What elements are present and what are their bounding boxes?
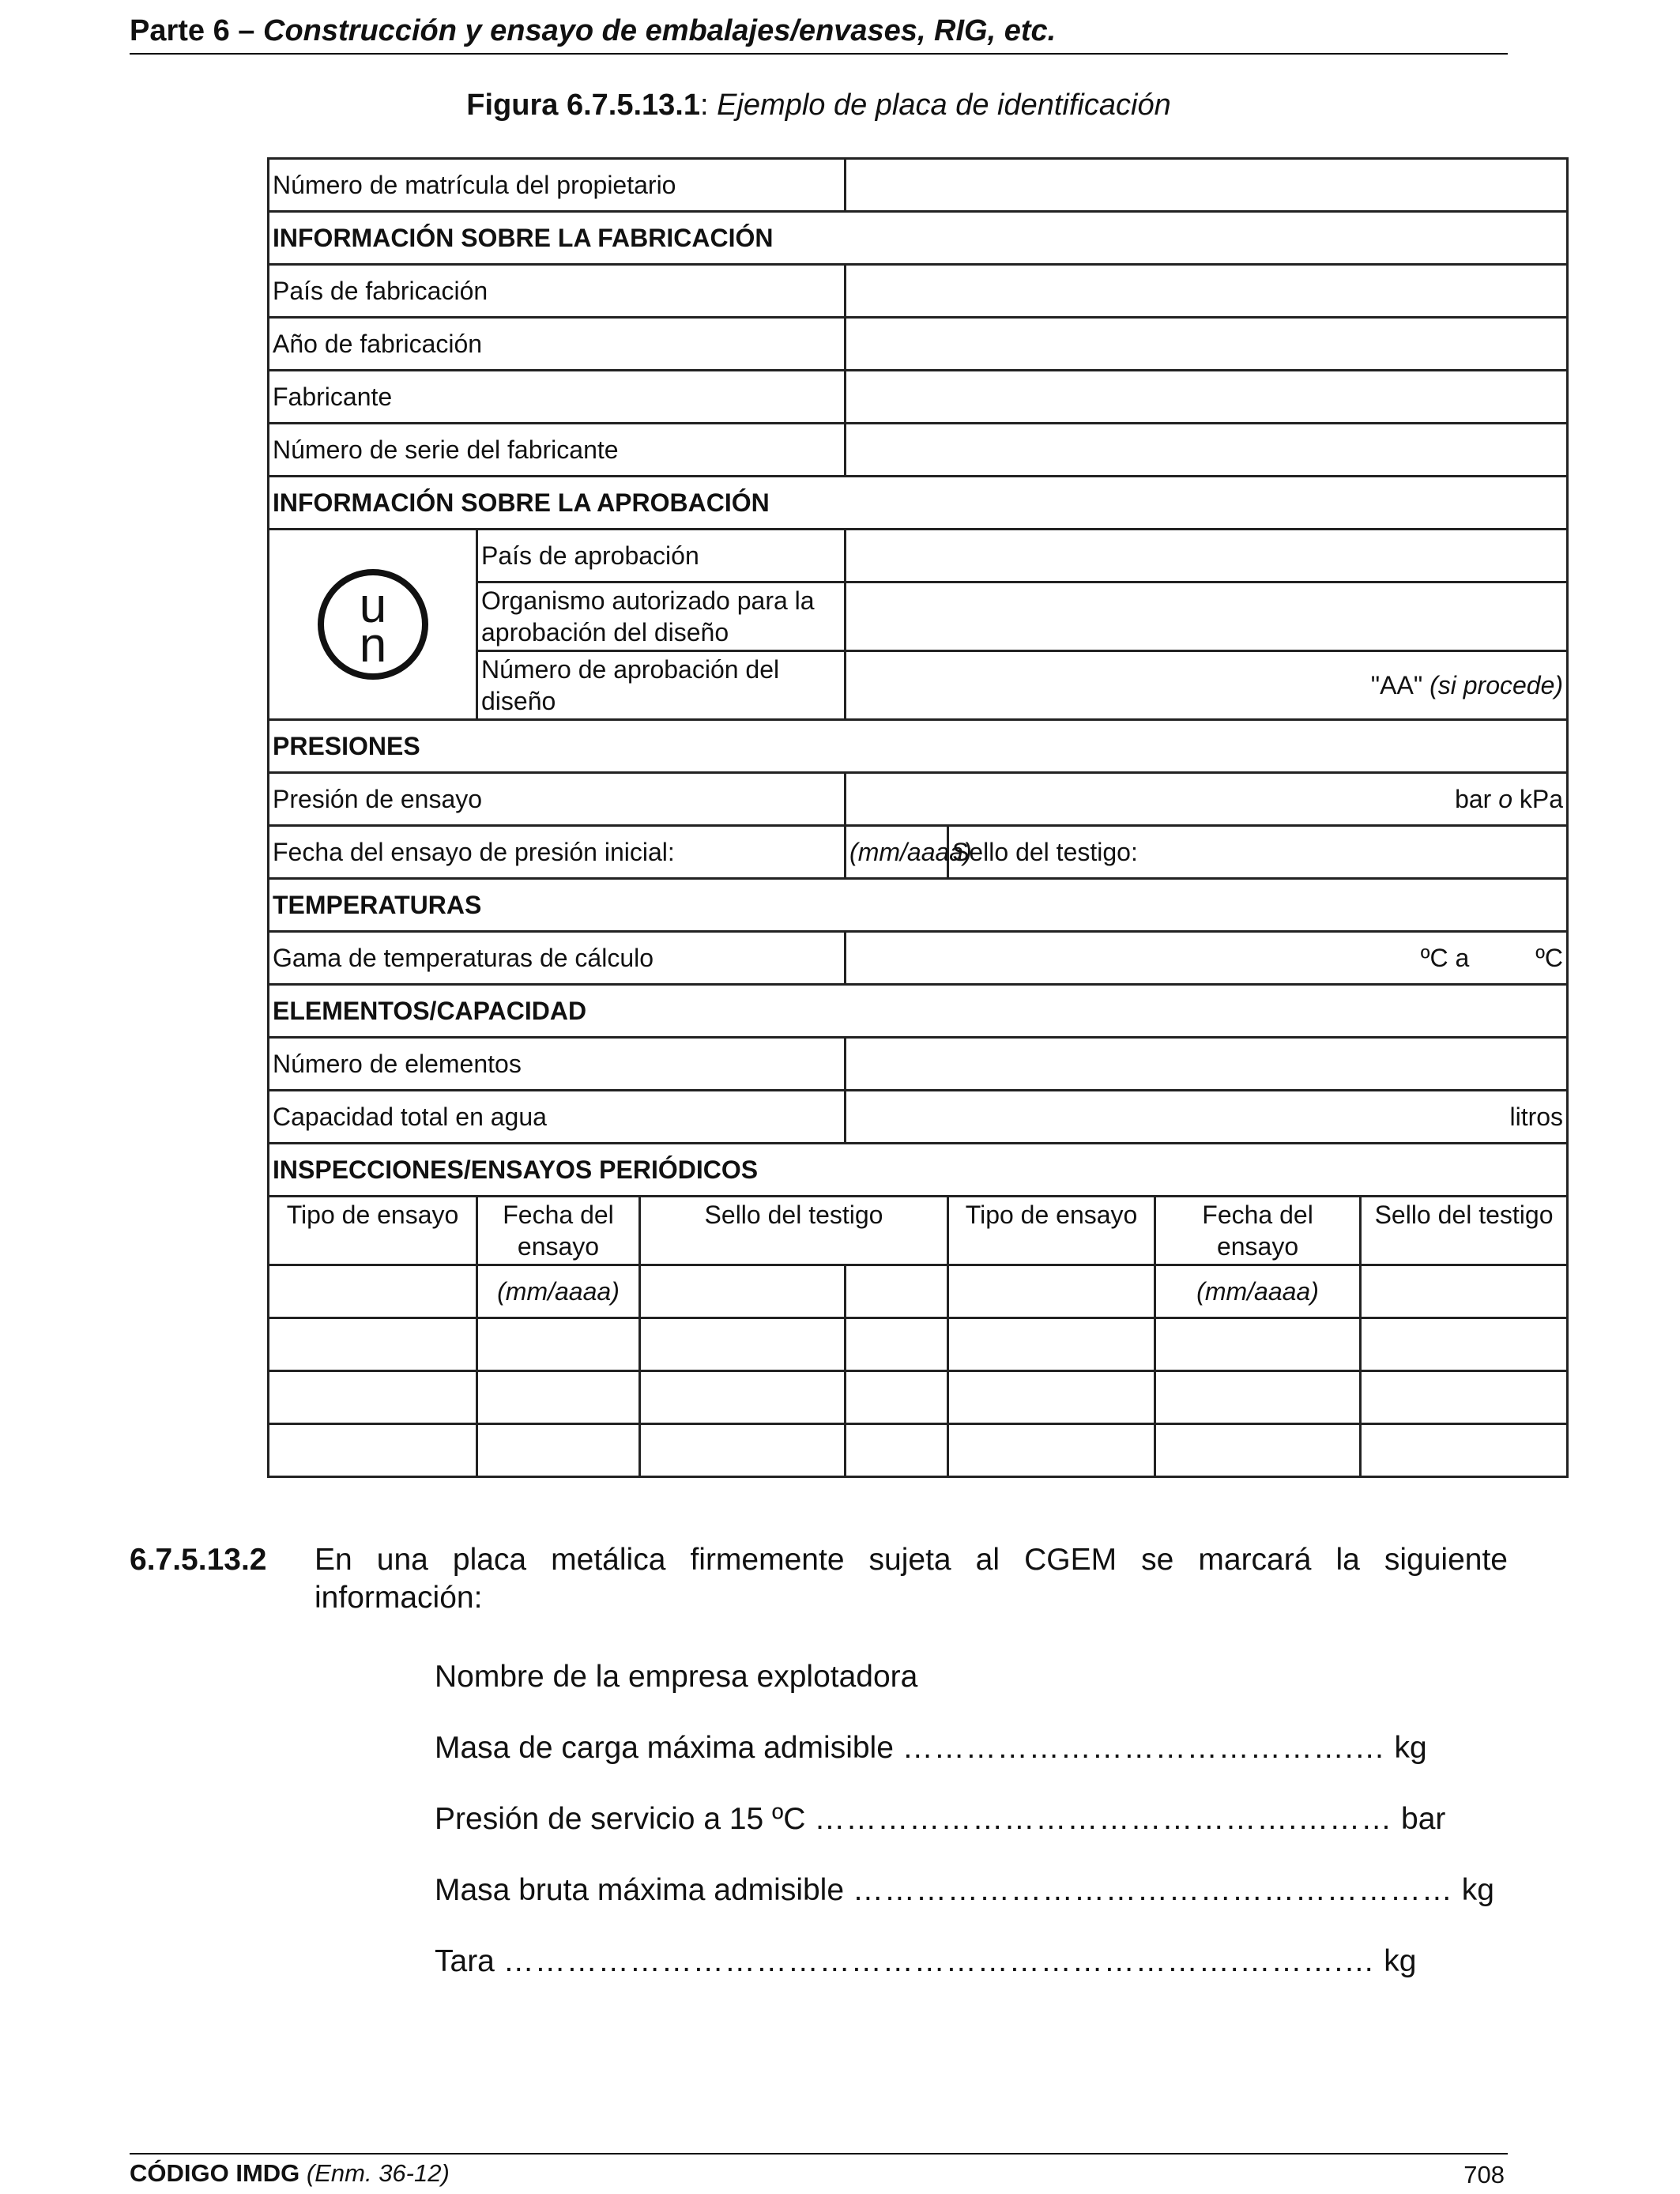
test-pressure-label: Presión de ensayo [269, 773, 846, 826]
cell-empty [640, 1265, 846, 1318]
identification-plate-table [267, 157, 1569, 1478]
list-label: Nombre de la empresa explotadora [435, 1660, 918, 1694]
figure-caption [130, 89, 1508, 123]
table-row [269, 1144, 1568, 1197]
table-row [269, 985, 1568, 1038]
approval-body-label: Organismo autorizado para la aprobación del diseño [477, 582, 846, 651]
list-label: Presión de servicio a 15 ºC [435, 1802, 806, 1836]
country-manufacture-label: País de fabricación [269, 265, 846, 318]
row-date-format-2: (mm/aaaa) [1155, 1265, 1361, 1318]
initial-test-date-format: (mm/aaaa) [846, 826, 948, 879]
manufacturer-serial-value [846, 424, 1568, 477]
footer-edition: (Enm. 36-12) [306, 2159, 450, 2187]
header-part: Parte 6 – [130, 14, 255, 47]
witness-stamp-label: Sello del testigo: [948, 826, 1568, 879]
design-temp-range-value [846, 932, 1568, 985]
list-item [435, 1873, 1494, 1908]
table-row [269, 1197, 1568, 1265]
cell-empty [948, 1265, 1155, 1318]
list-unit: kg [1394, 1731, 1427, 1765]
num-elements-value [846, 1038, 1568, 1091]
cell-empty [846, 1265, 948, 1318]
manufacturer-label: Fabricante [269, 371, 846, 424]
list-dots: ……………………………………….……… [814, 1802, 1393, 1836]
list-item [435, 1802, 1478, 1837]
cell-empty [1361, 1265, 1568, 1318]
paragraph-text: En una placa metálica firmemente sujeta al CGEM se marcará la siguiente información: [315, 1543, 1508, 1615]
un-symbol-cell [269, 530, 477, 720]
list-unit: bar [1401, 1802, 1446, 1836]
col-test-type-2: Tipo de ensayo [948, 1197, 1155, 1265]
year-manufacture-label: Año de fabricación [269, 318, 846, 371]
section-elements: ELEMENTOS/CAPACIDAD [269, 985, 1568, 1038]
pressure-unit-kpa: kPa [1519, 785, 1564, 813]
col-test-type-1: Tipo de ensayo [269, 1197, 477, 1265]
owner-reg-label: Número de matrícula del propietario [269, 159, 846, 212]
col-witness-stamp-2: Sello del testigo [1361, 1197, 1568, 1265]
design-temp-range-label: Gama de temperaturas de cálculo [269, 932, 846, 985]
figure-sep: : [700, 89, 709, 122]
page-number: 708 [1463, 2161, 1505, 2188]
list-item [435, 1731, 1478, 1766]
col-witness-stamp-1: Sello del testigo [640, 1197, 948, 1265]
un-symbol-n: n [359, 618, 386, 673]
table-row [269, 424, 1568, 477]
country-approval-value [846, 530, 1568, 582]
row-date-format-1: (mm/aaaa) [477, 1265, 640, 1318]
table-row [269, 530, 1568, 582]
approval-number-value [846, 651, 1568, 720]
table-row [269, 318, 1568, 371]
table-row [269, 1371, 1568, 1424]
table-row [269, 826, 1568, 879]
manufacturer-serial-label: Número de serie del fabricante [269, 424, 846, 477]
cell-empty [269, 1265, 477, 1318]
list-unit: kg [1384, 1944, 1417, 1978]
aa-quote: "AA" [1370, 671, 1423, 699]
manufacturer-value [846, 371, 1568, 424]
section-pressures: PRESIONES [269, 720, 1568, 773]
un-symbol-u: u [359, 579, 386, 633]
list-item [435, 1660, 1478, 1695]
list-dots: ………………………………………………… [852, 1873, 1453, 1907]
page-header [130, 14, 1508, 55]
list-dots: …………………………………………………………….……….… [503, 1944, 1376, 1978]
page-footer [130, 2153, 1508, 2188]
figure-title: Ejemplo de placa de identificación [717, 89, 1171, 122]
table-row [269, 212, 1568, 265]
country-approval-label: País de aprobación [477, 530, 846, 582]
list-label: Masa de carga máxima admisible [435, 1731, 894, 1765]
table-row [269, 1038, 1568, 1091]
initial-test-date-label: Fecha del ensayo de presión inicial: [269, 826, 846, 879]
list-unit: kg [1461, 1873, 1494, 1907]
table-row [269, 371, 1568, 424]
col-test-date-2: Fecha del ensayo [1155, 1197, 1361, 1265]
test-pressure-value [846, 773, 1568, 826]
pressure-unit-bar: bar [1455, 785, 1492, 813]
country-manufacture-value [846, 265, 1568, 318]
table-row [269, 720, 1568, 773]
table-row [269, 159, 1568, 212]
water-capacity-label: Capacidad total en agua [269, 1091, 846, 1144]
table-row [269, 1091, 1568, 1144]
temp-to: ºC [1535, 944, 1564, 972]
temp-from: ºC a [1420, 944, 1470, 972]
section-temperatures: TEMPERATURAS [269, 879, 1568, 932]
year-manufacture-value [846, 318, 1568, 371]
section-approval: INFORMACIÓN SOBRE LA APROBACIÓN [269, 477, 1568, 530]
table-row [269, 1424, 1568, 1477]
un-packaging-symbol [314, 565, 432, 684]
approval-body-value [846, 582, 1568, 651]
list-label: Tara [435, 1944, 495, 1978]
footer-code: CÓDIGO IMDG [130, 2159, 300, 2187]
col-test-date-1: Fecha del ensayo [477, 1197, 640, 1265]
table-row [269, 1265, 1568, 1318]
table-row [269, 1318, 1568, 1371]
table-row [269, 477, 1568, 530]
figure-number: Figura 6.7.5.13.1 [466, 89, 700, 122]
list-item [435, 1944, 1478, 1979]
table-row [269, 879, 1568, 932]
table-row [269, 773, 1568, 826]
section-manufacturing: INFORMACIÓN SOBRE LA FABRICACIÓN [269, 212, 1568, 265]
paragraph [130, 1541, 1508, 1617]
water-capacity-value: litros [846, 1091, 1568, 1144]
table-row [269, 265, 1568, 318]
pressure-unit-or: o [1498, 785, 1512, 813]
aa-note: (si procede) [1430, 671, 1564, 699]
num-elements-label: Número de elementos [269, 1038, 846, 1091]
table-row [269, 932, 1568, 985]
header-title: Construcción y ensayo de embalajes/envases, RIG, etc. [263, 14, 1057, 47]
paragraph-number: 6.7.5.13.2 [130, 1543, 267, 1577]
owner-reg-value [846, 159, 1568, 212]
list-dots: …………………………………….… [902, 1731, 1386, 1765]
list-label: Masa bruta máxima admisible [435, 1873, 845, 1907]
section-inspections: INSPECCIONES/ENSAYOS PERIÓDICOS [269, 1144, 1568, 1197]
approval-number-label: Número de aprobación del diseño [477, 651, 846, 720]
